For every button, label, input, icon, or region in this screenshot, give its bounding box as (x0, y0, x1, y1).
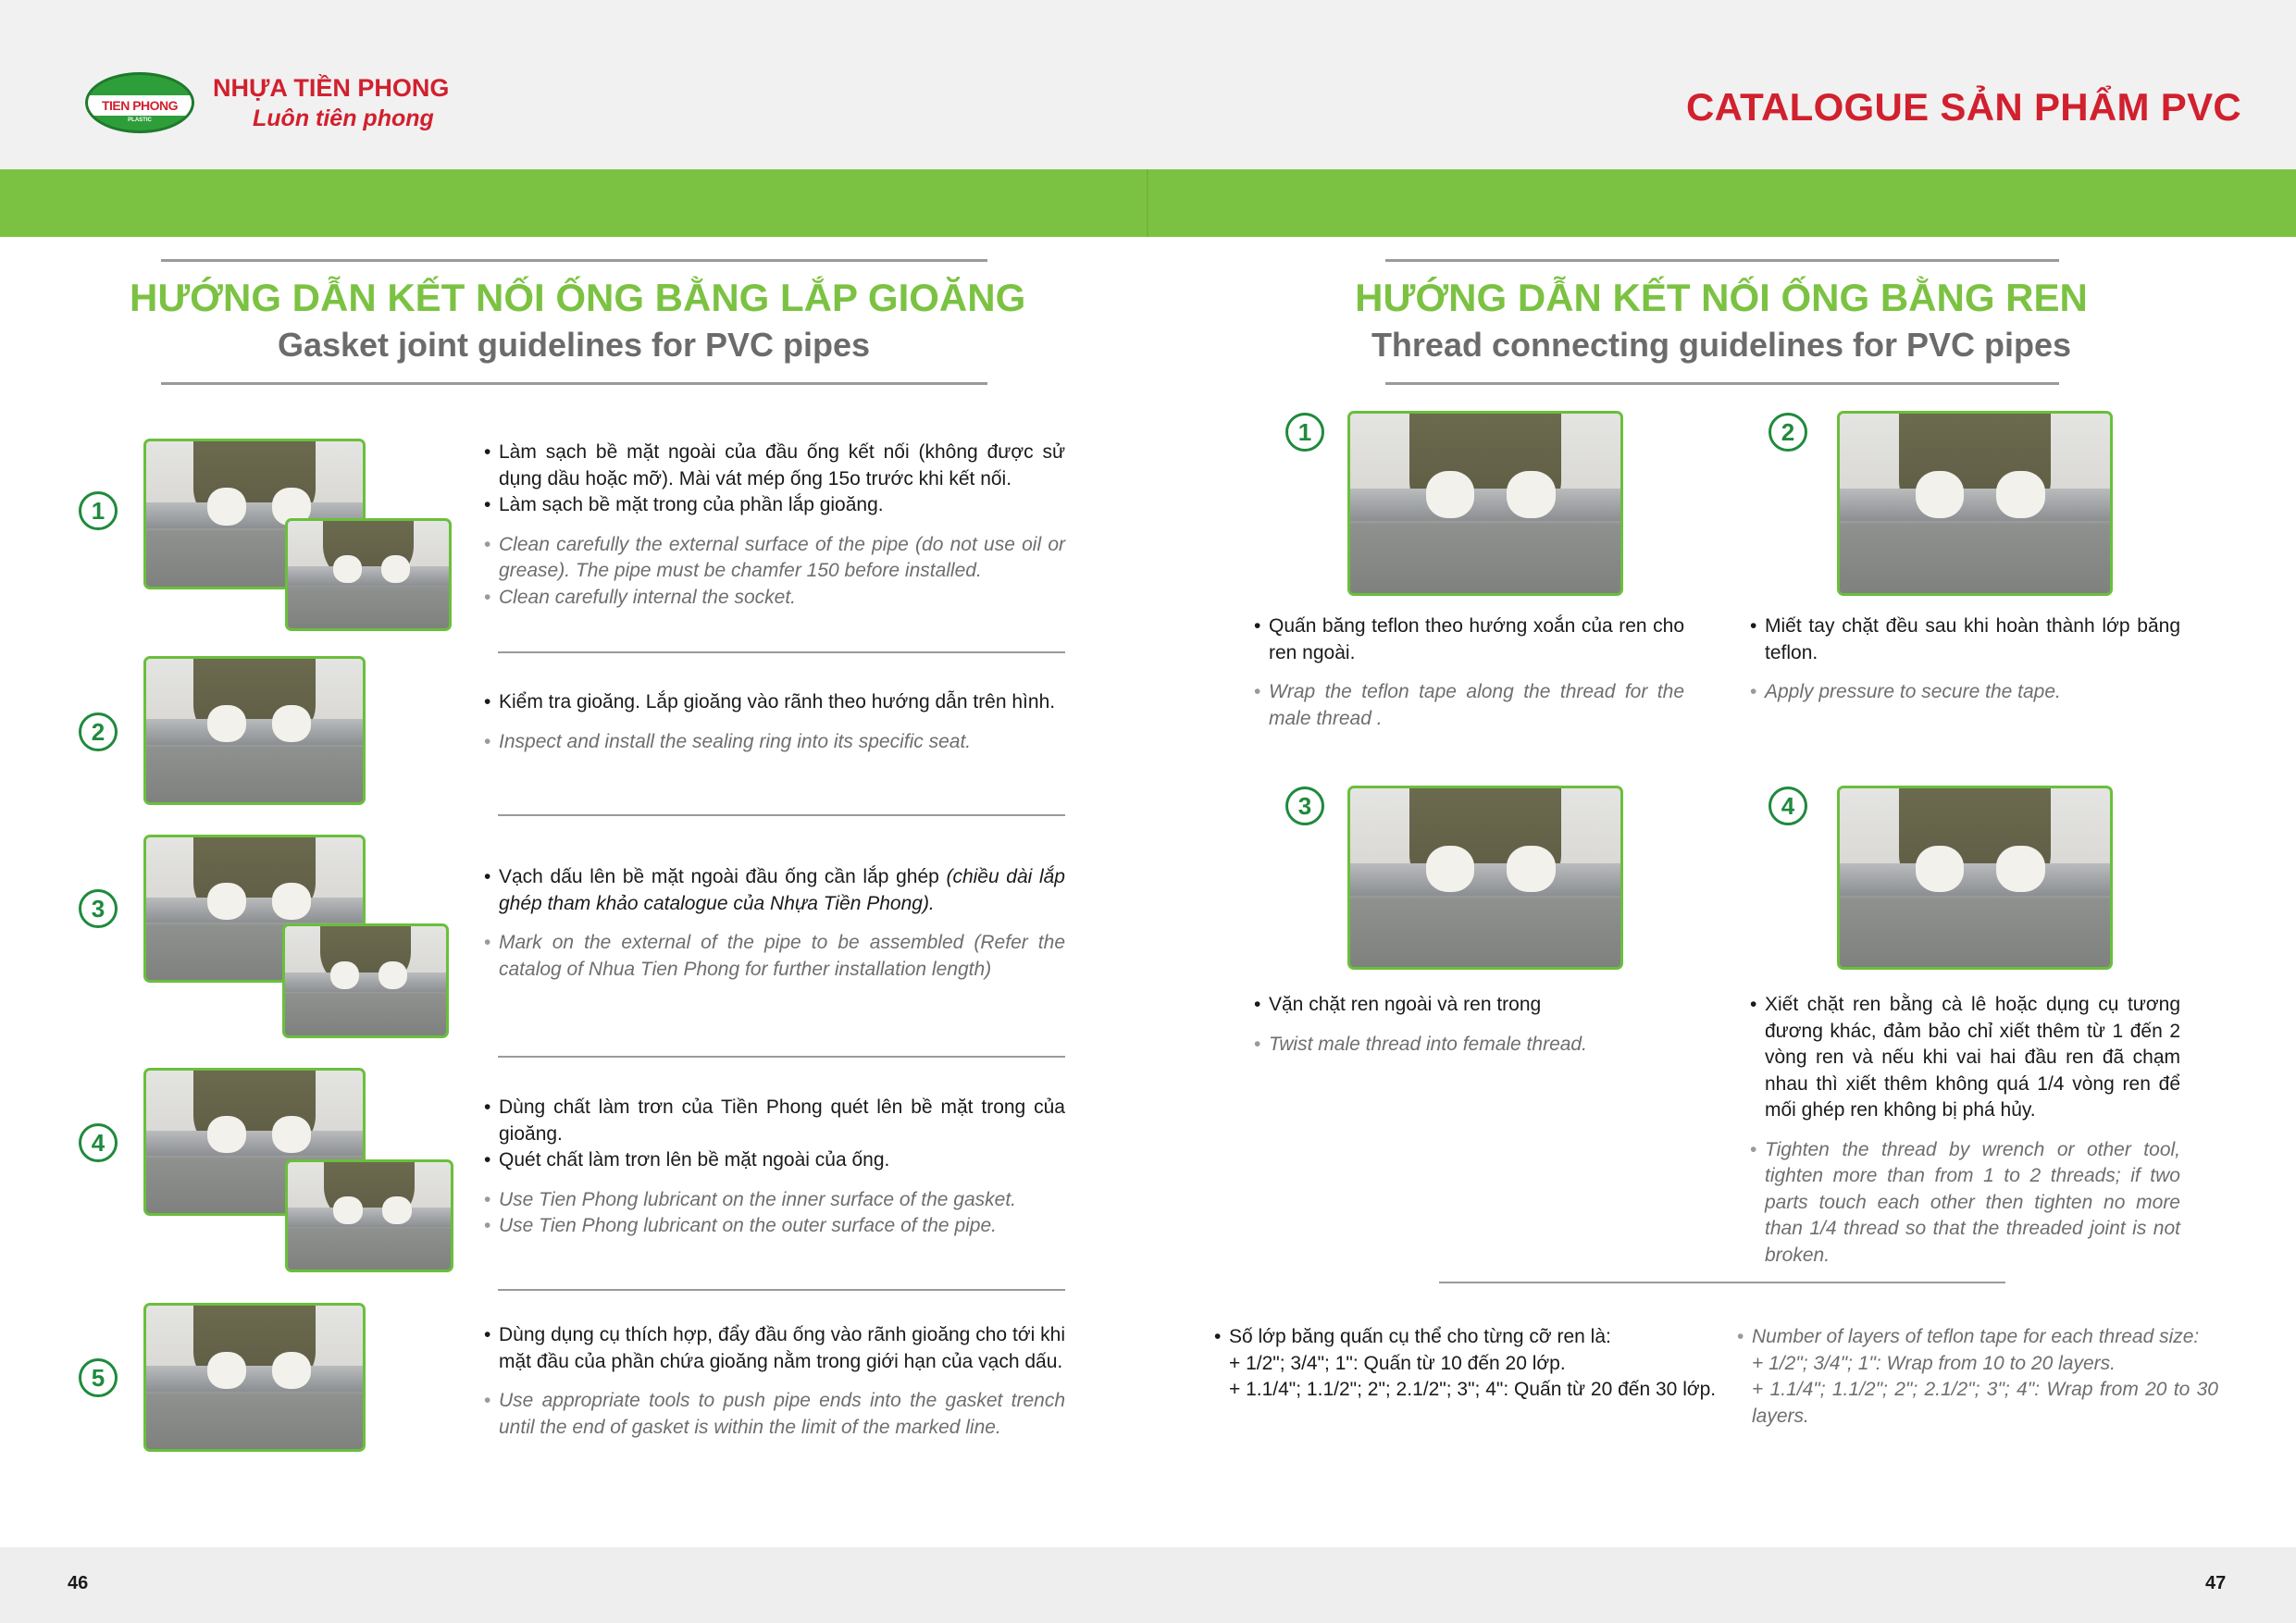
left-step-1-vn-1: • Làm sạch bề mặt ngoài của đầu ống kết nối (không được sử dụng dầu hoặc mỡ). Mài vát mép ống 15o trước khi kết nối. (484, 440, 1065, 492)
right-step-1-vn: • Quấn băng teflon theo hướng xoắn của ren cho ren ngoài. (1254, 613, 1684, 666)
left-separator-4 (498, 1289, 1065, 1291)
left-step-4-badge: 4 (79, 1123, 118, 1162)
left-step-3-text (484, 864, 1065, 983)
left-step-3-vn-italic: (chiều dài lắp ghép tham khảo catalogue của Nhựa Tiền Phong). (499, 866, 1065, 914)
right-step-4-photo (1837, 786, 2113, 970)
right-step-3-text (1254, 992, 1684, 1058)
left-step-1-photo-b (285, 518, 452, 631)
logo-text: TIEN PHONG (101, 98, 179, 113)
left-step-3-en: • Mark on the external of the pipe to be assembled (Refer the catalog of Nhua Tien Phong for further installation length) (484, 930, 1065, 983)
left-title-en: Gasket joint guidelines for PVC pipes (277, 326, 871, 364)
tien-phong-logo (85, 72, 194, 133)
right-step-3-en: • Twist male thread into female thread. (1254, 1032, 1684, 1059)
layers-note-en (1737, 1324, 2218, 1430)
left-step-4-en-1: • Use Tien Phong lubricant on the inner surface of the gasket. (484, 1187, 1065, 1214)
right-step-2-photo (1837, 411, 2113, 596)
brand-slogan: Luôn tiên phong (253, 105, 434, 131)
left-step-3-vn-main: Vạch dấu lên bề mặt ngoài đầu ống cần lắp ghép (499, 866, 947, 887)
left-title-bottom-rule (161, 382, 987, 385)
right-step-3-badge: 3 (1285, 787, 1324, 825)
left-step-2-photo (143, 656, 366, 805)
left-step-1-badge: 1 (79, 491, 118, 530)
left-title-top-rule (161, 259, 987, 262)
layers-vn-line-2: + 1.1/4"; 1.1/2"; 2"; 2.1/2"; 3"; 4": Quấn từ 20 đến 30 lớp. (1229, 1379, 1717, 1400)
right-step-2-en: • Apply pressure to secure the tape. (1750, 679, 2180, 706)
catalogue-title: CATALOGUE SẢN PHẨM PVC (1686, 85, 2242, 129)
left-step-5-vn-1: • Dùng dụng cụ thích hợp, đẩy đầu ống vào rãnh gioăng cho tới khi mặt đầu của phần chứa gioăng nằm trong giới hạn của vạch dấu. (484, 1322, 1065, 1375)
right-step-1-photo (1347, 411, 1623, 596)
left-step-1-text (484, 440, 1065, 611)
right-step-1-badge: 1 (1285, 413, 1324, 452)
right-step-4-badge: 4 (1769, 787, 1807, 825)
left-step-2-text (484, 689, 1065, 755)
left-step-3-photo-b (282, 923, 449, 1038)
right-step-4-en: • Tighten the thread by wrench or other tool, tighten more than from 1 to 2 threads; if two parts touch each other then tighten no more than 1/4 thread so that the threaded joint is not broken. (1750, 1137, 2180, 1270)
right-step-2-text (1750, 613, 2180, 706)
left-step-3-vn (484, 864, 1065, 917)
left-title-vn: HƯỚNG DẪN KẾT NỐI ỐNG BẰNG LẮP GIOĂNG (130, 276, 1026, 319)
left-step-4-text (484, 1095, 1065, 1240)
page-number-left: 46 (68, 1573, 89, 1593)
left-step-4-vn-2: • Quét chất làm trơn lên bề mặt ngoài của ống. (484, 1147, 1065, 1174)
left-step-3-badge: 3 (79, 889, 118, 928)
left-separator-1 (498, 651, 1065, 653)
right-step-1-text (1254, 613, 1684, 732)
right-step-3-photo (1347, 786, 1623, 970)
left-step-4-vn-1: • Dùng chất làm trơn của Tiền Phong quét lên bề mặt trong của gioăng. (484, 1095, 1065, 1147)
right-title-en: Thread connecting guidelines for PVC pipes (1371, 326, 2072, 364)
logo-subtext: PLASTIC (128, 118, 152, 123)
brand-name: NHỰA TIỀN PHONG (213, 74, 450, 102)
layers-en-lead: • Number of layers of teflon tape for each thread size: (1737, 1324, 2218, 1351)
left-separator-3 (498, 1056, 1065, 1058)
footer-band (0, 1547, 2296, 1623)
layers-note-vn (1214, 1324, 1719, 1404)
layers-vn-lead: • Số lớp băng quấn cụ thể cho từng cỡ ren là: (1214, 1324, 1719, 1351)
right-step-1-en: • Wrap the teflon tape along the thread for the male thread . (1254, 679, 1684, 732)
left-step-4-en-2: • Use Tien Phong lubricant on the outer surface of the pipe. (484, 1213, 1065, 1240)
right-step-4-text (1750, 992, 2180, 1269)
left-step-5-photo (143, 1303, 366, 1452)
left-step-2-vn-1: • Kiểm tra gioăng. Lắp gioăng vào rãnh theo hướng dẫn trên hình. (484, 689, 1065, 716)
left-step-1-en-1: • Clean carefully the external surface of the pipe (do not use oil or grease). The pipe must be chamfer 150 before installed. (484, 532, 1065, 585)
left-step-1-vn-2: • Làm sạch bề mặt trong của phần lắp gioăng. (484, 492, 1065, 519)
left-separator-2 (498, 814, 1065, 816)
left-step-5-text (484, 1322, 1065, 1441)
left-step-5-en-1: • Use appropriate tools to push pipe ends into the gasket trench until the end of gasket is within the limit of the marked line. (484, 1388, 1065, 1441)
right-step-2-badge: 2 (1769, 413, 1807, 452)
left-step-2-badge: 2 (79, 712, 118, 751)
left-step-2-en-1: • Inspect and install the sealing ring into its specific seat. (484, 729, 1065, 756)
right-step-4-vn: • Xiết chặt ren bằng cà lê hoặc dụng cụ tương đương khác, đảm bảo chỉ xiết thêm từ 1 đến 2 vòng ren và nếu khi vai hai đầu ren đã chạm nhau thì xiết thêm không quá 1/4 vòng ren để mối ghép ren không bị phá hủy. (1750, 992, 2180, 1124)
right-title-bottom-rule (1385, 382, 2059, 385)
green-header-stripe (0, 169, 2296, 237)
right-step-3-vn: • Vặn chặt ren ngoài và ren trong (1254, 992, 1684, 1019)
layers-en-line-1: + 1/2"; 3/4"; 1": Wrap from 10 to 20 layers. (1752, 1352, 2116, 1374)
layers-vn-line-1: + 1/2"; 3/4"; 1": Quấn từ 10 đến 20 lớp. (1229, 1352, 1566, 1374)
right-separator (1439, 1282, 2005, 1283)
left-step-5-badge: 5 (79, 1358, 118, 1397)
layers-en-line-2: + 1.1/4"; 1.1/2"; 2"; 2.1/2"; 3"; 4": Wrap from 20 to 30 layers. (1752, 1379, 2218, 1427)
page-number-right: 47 (2205, 1573, 2227, 1593)
left-step-4-photo-b (285, 1159, 453, 1272)
right-title-top-rule (1385, 259, 2059, 262)
page-seam (1147, 169, 1148, 237)
left-step-1-en-2: • Clean carefully internal the socket. (484, 585, 1065, 612)
right-title-vn: HƯỚNG DẪN KẾT NỐI ỐNG BẰNG REN (1355, 276, 2088, 319)
right-step-2-vn: • Miết tay chặt đều sau khi hoàn thành lớp băng teflon. (1750, 613, 2180, 666)
